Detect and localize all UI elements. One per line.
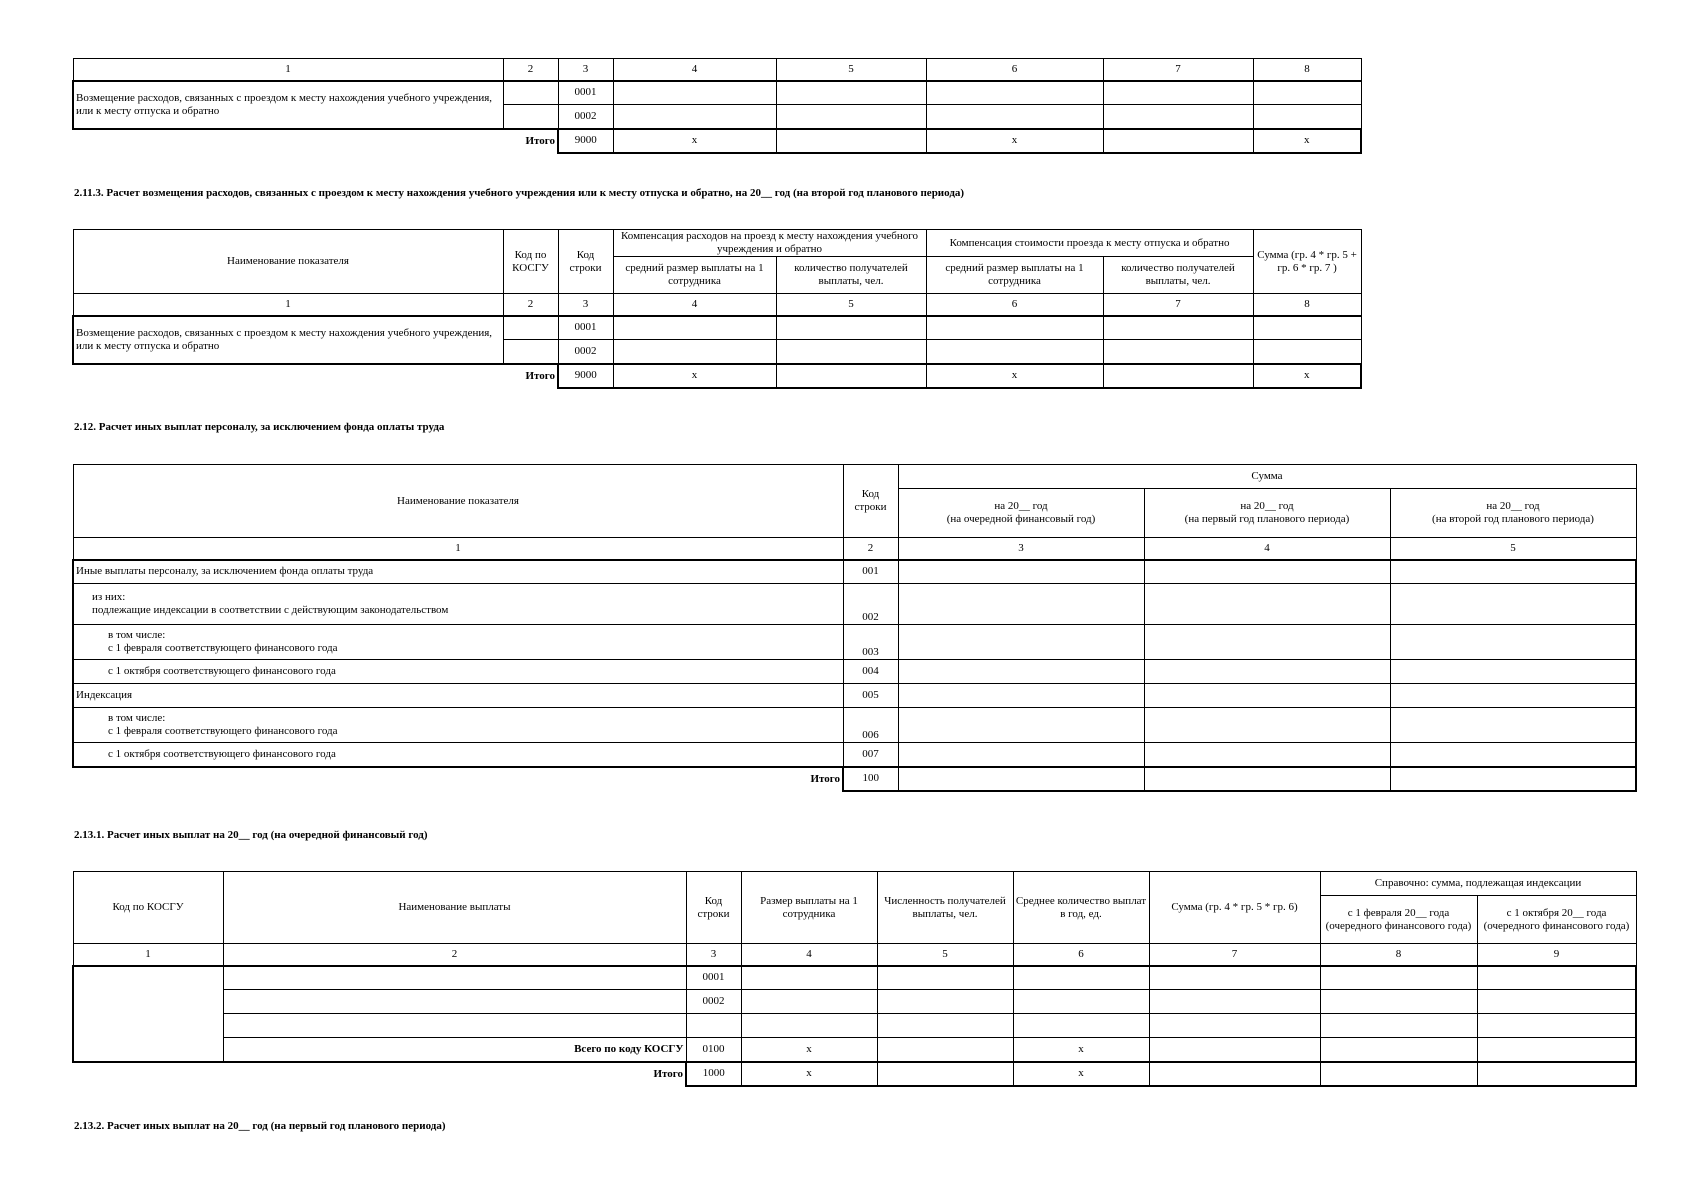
cell[interactable] bbox=[776, 340, 926, 364]
cell[interactable] bbox=[223, 966, 686, 990]
row-name-line: из них: bbox=[92, 591, 126, 603]
row-name-line: с 1 февраля соответствующего финансового года bbox=[108, 725, 338, 737]
col-num: 8 bbox=[1253, 294, 1361, 316]
header-size: Размер выплаты на 1 сотрудника bbox=[741, 872, 877, 944]
cell[interactable] bbox=[877, 1062, 1013, 1086]
table-row bbox=[73, 708, 1636, 743]
cell[interactable] bbox=[1253, 81, 1361, 105]
col-num: 2 bbox=[843, 538, 898, 560]
header-reference: Справочно: сумма, подлежащая индексации bbox=[1320, 872, 1636, 896]
cell[interactable] bbox=[1390, 660, 1636, 684]
cell[interactable] bbox=[1390, 584, 1636, 625]
cell[interactable] bbox=[776, 81, 926, 105]
cell[interactable] bbox=[503, 316, 558, 340]
cell[interactable] bbox=[898, 625, 1144, 660]
header-sum: Сумма (гр. 4 * гр. 5 * гр. 6) bbox=[1149, 872, 1320, 944]
header-name: Наименование показателя bbox=[73, 465, 843, 538]
cell[interactable] bbox=[1103, 316, 1253, 340]
cell[interactable] bbox=[1013, 966, 1149, 990]
cell[interactable] bbox=[1013, 990, 1149, 1014]
x-mark: x bbox=[613, 129, 776, 153]
section-title-2-13-2: 2.13.2. Расчет иных выплат на 20__ год (на первый год планового периода) bbox=[74, 1120, 446, 1132]
year-desc: (на очередной финансовый год) bbox=[946, 513, 1096, 525]
cell[interactable] bbox=[1013, 1014, 1149, 1038]
section-title-2-12: 2.12. Расчет иных выплат персоналу, за исключением фонда оплаты труда bbox=[74, 421, 445, 433]
header-row bbox=[73, 465, 1636, 489]
x-mark: x bbox=[926, 364, 1103, 388]
header-sum: Сумма (гр. 4 * гр. 5 + гр. 6 * гр. 7 ) bbox=[1253, 230, 1361, 294]
section-title-2-11-3: 2.11.3. Расчет возмещения расходов, связанных с проездом к месту нахождения учебного учреждения или к месту отпуска и обратно, на 20__ год (на второй год планового периода) bbox=[74, 187, 965, 199]
cell[interactable] bbox=[776, 105, 926, 129]
kosgu-cell[interactable] bbox=[73, 966, 223, 1062]
cell[interactable] bbox=[1320, 1014, 1477, 1038]
cell[interactable] bbox=[1103, 364, 1253, 388]
cell[interactable] bbox=[741, 966, 877, 990]
col-num: 4 bbox=[741, 944, 877, 966]
table-2-11-3 bbox=[72, 229, 1362, 389]
row-code: 0001 bbox=[686, 966, 741, 990]
cell[interactable] bbox=[1390, 767, 1636, 791]
header-avg: средний размер выплаты на 1 сотрудника bbox=[926, 257, 1103, 294]
header-name: Наименование выплаты bbox=[223, 872, 686, 944]
col-num: 3 bbox=[558, 294, 613, 316]
col-num: 9 bbox=[1477, 944, 1636, 966]
cell[interactable] bbox=[1103, 81, 1253, 105]
cell[interactable] bbox=[1477, 990, 1636, 1014]
x-mark: x bbox=[1013, 1038, 1149, 1062]
row-code: 0001 bbox=[558, 316, 613, 340]
table-2-13-1 bbox=[72, 871, 1637, 1087]
x-mark: x bbox=[1253, 129, 1361, 153]
header-kosgu: Код по КОСГУ bbox=[73, 872, 223, 944]
row-name-line: с 1 февраля соответствующего финансового года bbox=[108, 642, 338, 654]
table-row bbox=[73, 81, 1361, 105]
header-code: Код строки bbox=[686, 872, 741, 944]
total-code: 1000 bbox=[686, 1062, 741, 1086]
header-comp-vacation: Компенсация стоимости проезда к месту отпуска и обратно bbox=[926, 230, 1253, 257]
col-num: 5 bbox=[877, 944, 1013, 966]
cell[interactable] bbox=[898, 708, 1144, 743]
table-row bbox=[73, 316, 1361, 340]
col-num: 6 bbox=[1013, 944, 1149, 966]
row-code: 0002 bbox=[558, 105, 613, 129]
row-name: с 1 октября соответствующего финансового года bbox=[73, 743, 843, 767]
cell[interactable] bbox=[1149, 1062, 1320, 1086]
cell[interactable] bbox=[926, 340, 1103, 364]
col-num: 3 bbox=[686, 944, 741, 966]
total-row bbox=[73, 1062, 1636, 1086]
year-label: на 20__ год bbox=[1240, 500, 1294, 512]
cell[interactable] bbox=[223, 1014, 686, 1038]
kosgu-total-code: 0100 bbox=[686, 1038, 741, 1062]
column-numbers-row bbox=[73, 59, 1361, 81]
total-code: 100 bbox=[843, 767, 898, 791]
cell[interactable] bbox=[776, 129, 926, 153]
cell[interactable] bbox=[1477, 1038, 1636, 1062]
row-name-line: в том числе: bbox=[108, 629, 166, 641]
cell[interactable] bbox=[1149, 1038, 1320, 1062]
row-code: 0002 bbox=[686, 990, 741, 1014]
col-num: 8 bbox=[1320, 944, 1477, 966]
cell[interactable] bbox=[613, 316, 776, 340]
cell[interactable] bbox=[1144, 743, 1390, 767]
cell[interactable] bbox=[1144, 625, 1390, 660]
cell[interactable] bbox=[1477, 1062, 1636, 1086]
row-name: Иные выплаты персоналу, за исключением фонда оплаты труда bbox=[73, 560, 843, 584]
cell[interactable] bbox=[1390, 684, 1636, 708]
cell[interactable] bbox=[898, 684, 1144, 708]
cell[interactable] bbox=[877, 1038, 1013, 1062]
col-num: 4 bbox=[613, 294, 776, 316]
x-mark: x bbox=[741, 1062, 877, 1086]
cell[interactable] bbox=[613, 81, 776, 105]
table-row bbox=[73, 743, 1636, 767]
cell[interactable] bbox=[898, 767, 1144, 791]
col-num: 7 bbox=[1149, 944, 1320, 966]
cell[interactable] bbox=[1103, 129, 1253, 153]
cell[interactable] bbox=[1320, 1038, 1477, 1062]
header-comp-study: Компенсация расходов на проезд к месту нахождения учебного учреждения и обратно bbox=[613, 230, 926, 257]
cell[interactable] bbox=[741, 990, 877, 1014]
cell[interactable] bbox=[898, 743, 1144, 767]
header-row bbox=[73, 230, 1361, 257]
col-num: 5 bbox=[776, 59, 926, 81]
col-num: 2 bbox=[503, 294, 558, 316]
row-code: 003 bbox=[843, 625, 898, 660]
cell[interactable] bbox=[1320, 966, 1477, 990]
col-num: 2 bbox=[503, 59, 558, 81]
cell[interactable] bbox=[1149, 966, 1320, 990]
column-numbers-row bbox=[73, 294, 1361, 316]
row-name: Возмещение расходов, связанных с проездом к месту нахождения учебного учреждения, или к месту отпуска и обратно bbox=[73, 316, 503, 364]
cell[interactable] bbox=[877, 990, 1013, 1014]
table-2-12 bbox=[72, 464, 1637, 792]
year-desc: (на второй год планового периода) bbox=[1432, 513, 1594, 525]
cell[interactable] bbox=[1477, 966, 1636, 990]
col-num: 1 bbox=[73, 294, 503, 316]
x-mark: x bbox=[741, 1038, 877, 1062]
year-desc: (на первый год планового периода) bbox=[1184, 513, 1350, 525]
row-name: Возмещение расходов, связанных с проездом к месту нахождения учебного учреждения, или к месту отпуска и обратно bbox=[73, 81, 503, 129]
table-row bbox=[73, 560, 1636, 584]
col-num: 5 bbox=[1390, 538, 1636, 560]
total-label: Итого bbox=[653, 1067, 683, 1080]
header-row bbox=[73, 872, 1636, 896]
cell[interactable] bbox=[776, 316, 926, 340]
header-year-3 bbox=[1390, 489, 1636, 538]
cell[interactable] bbox=[1320, 1062, 1477, 1086]
cell[interactable] bbox=[1144, 767, 1390, 791]
row-name-line: подлежащие индексации в соответствии с действующим законодательством bbox=[92, 604, 449, 616]
row-name-line: в том числе: bbox=[108, 712, 166, 724]
header-code: Код строки bbox=[843, 465, 898, 538]
table-row bbox=[73, 584, 1636, 625]
total-code: 9000 bbox=[558, 364, 613, 388]
total-label: Итого bbox=[810, 772, 840, 785]
header-feb: с 1 февраля 20__ года (очередного финансового года) bbox=[1320, 896, 1477, 944]
cell[interactable] bbox=[1144, 708, 1390, 743]
x-mark: x bbox=[613, 364, 776, 388]
row-code: 0002 bbox=[558, 340, 613, 364]
cell[interactable] bbox=[1149, 1014, 1320, 1038]
cell[interactable] bbox=[503, 105, 558, 129]
cell[interactable] bbox=[926, 105, 1103, 129]
cell[interactable] bbox=[686, 1014, 741, 1038]
total-label: Итого bbox=[525, 134, 555, 147]
cell[interactable] bbox=[741, 1014, 877, 1038]
row-code: 006 bbox=[843, 708, 898, 743]
year-label: на 20__ год bbox=[994, 500, 1048, 512]
cell[interactable] bbox=[877, 966, 1013, 990]
col-num: 6 bbox=[926, 59, 1103, 81]
row-code: 002 bbox=[843, 584, 898, 625]
col-num: 2 bbox=[223, 944, 686, 966]
col-num: 4 bbox=[613, 59, 776, 81]
cell[interactable] bbox=[926, 316, 1103, 340]
row-name bbox=[73, 625, 843, 660]
col-num: 3 bbox=[558, 59, 613, 81]
table-row bbox=[73, 684, 1636, 708]
column-numbers-row bbox=[73, 944, 1636, 966]
col-num: 7 bbox=[1103, 294, 1253, 316]
total-code: 9000 bbox=[558, 129, 613, 153]
header-num: Численность получателей выплаты, чел. bbox=[877, 872, 1013, 944]
table-row bbox=[73, 990, 1636, 1014]
cell[interactable] bbox=[1149, 990, 1320, 1014]
table-2-11-2-continuation bbox=[72, 58, 1362, 154]
x-mark: x bbox=[1013, 1062, 1149, 1086]
row-code: 004 bbox=[843, 660, 898, 684]
header-name: Наименование показателя bbox=[73, 230, 503, 294]
x-mark: x bbox=[926, 129, 1103, 153]
row-code: 001 bbox=[843, 560, 898, 584]
section-title-2-13-1: 2.13.1. Расчет иных выплат на 20__ год (на очередной финансовый год) bbox=[74, 829, 428, 841]
cell[interactable] bbox=[503, 340, 558, 364]
col-num: 3 bbox=[898, 538, 1144, 560]
table-row bbox=[73, 966, 1636, 990]
col-num: 8 bbox=[1253, 59, 1361, 81]
header-avg: средний размер выплаты на 1 сотрудника bbox=[613, 257, 776, 294]
header-oct: с 1 октября 20__ года (очередного финансового года) bbox=[1477, 896, 1636, 944]
cell[interactable] bbox=[898, 584, 1144, 625]
header-count: количество получателей выплаты, чел. bbox=[776, 257, 926, 294]
cell[interactable] bbox=[877, 1014, 1013, 1038]
kosgu-total-label: Всего по коду КОСГУ bbox=[223, 1038, 686, 1062]
table-row bbox=[73, 625, 1636, 660]
column-numbers-row bbox=[73, 538, 1636, 560]
cell[interactable] bbox=[1390, 625, 1636, 660]
header-year-1 bbox=[898, 489, 1144, 538]
row-code: 007 bbox=[843, 743, 898, 767]
x-mark: x bbox=[1253, 364, 1361, 388]
col-num: 1 bbox=[73, 538, 843, 560]
cell[interactable] bbox=[1253, 340, 1361, 364]
cell[interactable] bbox=[1253, 105, 1361, 129]
header-sum: Сумма bbox=[898, 465, 1636, 489]
header-count: количество получателей выплаты, чел. bbox=[1103, 257, 1253, 294]
row-name bbox=[73, 584, 843, 625]
cell[interactable] bbox=[1144, 584, 1390, 625]
table-row bbox=[73, 1014, 1636, 1038]
cell[interactable] bbox=[1390, 560, 1636, 584]
cell[interactable] bbox=[613, 340, 776, 364]
total-row bbox=[73, 767, 1636, 791]
cell[interactable] bbox=[503, 81, 558, 105]
total-row bbox=[73, 129, 1361, 153]
year-label: на 20__ год bbox=[1486, 500, 1540, 512]
cell[interactable] bbox=[926, 81, 1103, 105]
cell[interactable] bbox=[776, 364, 926, 388]
cell[interactable] bbox=[1144, 660, 1390, 684]
row-name: с 1 октября соответствующего финансового года bbox=[73, 660, 843, 684]
header-avg: Среднее количество выплат в год, ед. bbox=[1013, 872, 1149, 944]
cell[interactable] bbox=[223, 990, 686, 1014]
cell[interactable] bbox=[1103, 340, 1253, 364]
kosgu-total-row bbox=[73, 1038, 1636, 1062]
cell[interactable] bbox=[1390, 743, 1636, 767]
cell[interactable] bbox=[613, 105, 776, 129]
header-code: Код строки bbox=[558, 230, 613, 294]
col-num: 1 bbox=[73, 59, 503, 81]
cell[interactable] bbox=[898, 560, 1144, 584]
cell[interactable] bbox=[898, 660, 1144, 684]
header-kosgu: Код по КОСГУ bbox=[503, 230, 558, 294]
col-num: 1 bbox=[73, 944, 223, 966]
total-row bbox=[73, 364, 1361, 388]
row-code: 005 bbox=[843, 684, 898, 708]
header-year-2 bbox=[1144, 489, 1390, 538]
cell[interactable] bbox=[1320, 990, 1477, 1014]
col-num: 4 bbox=[1144, 538, 1390, 560]
col-num: 7 bbox=[1103, 59, 1253, 81]
cell[interactable] bbox=[1103, 105, 1253, 129]
total-label: Итого bbox=[525, 369, 555, 382]
row-code: 0001 bbox=[558, 81, 613, 105]
row-name bbox=[73, 708, 843, 743]
cell[interactable] bbox=[1390, 708, 1636, 743]
cell[interactable] bbox=[1253, 316, 1361, 340]
cell[interactable] bbox=[1477, 1014, 1636, 1038]
row-name: Индексация bbox=[73, 684, 843, 708]
table-row bbox=[73, 660, 1636, 684]
cell[interactable] bbox=[1144, 560, 1390, 584]
col-num: 5 bbox=[776, 294, 926, 316]
cell[interactable] bbox=[1144, 684, 1390, 708]
col-num: 6 bbox=[926, 294, 1103, 316]
